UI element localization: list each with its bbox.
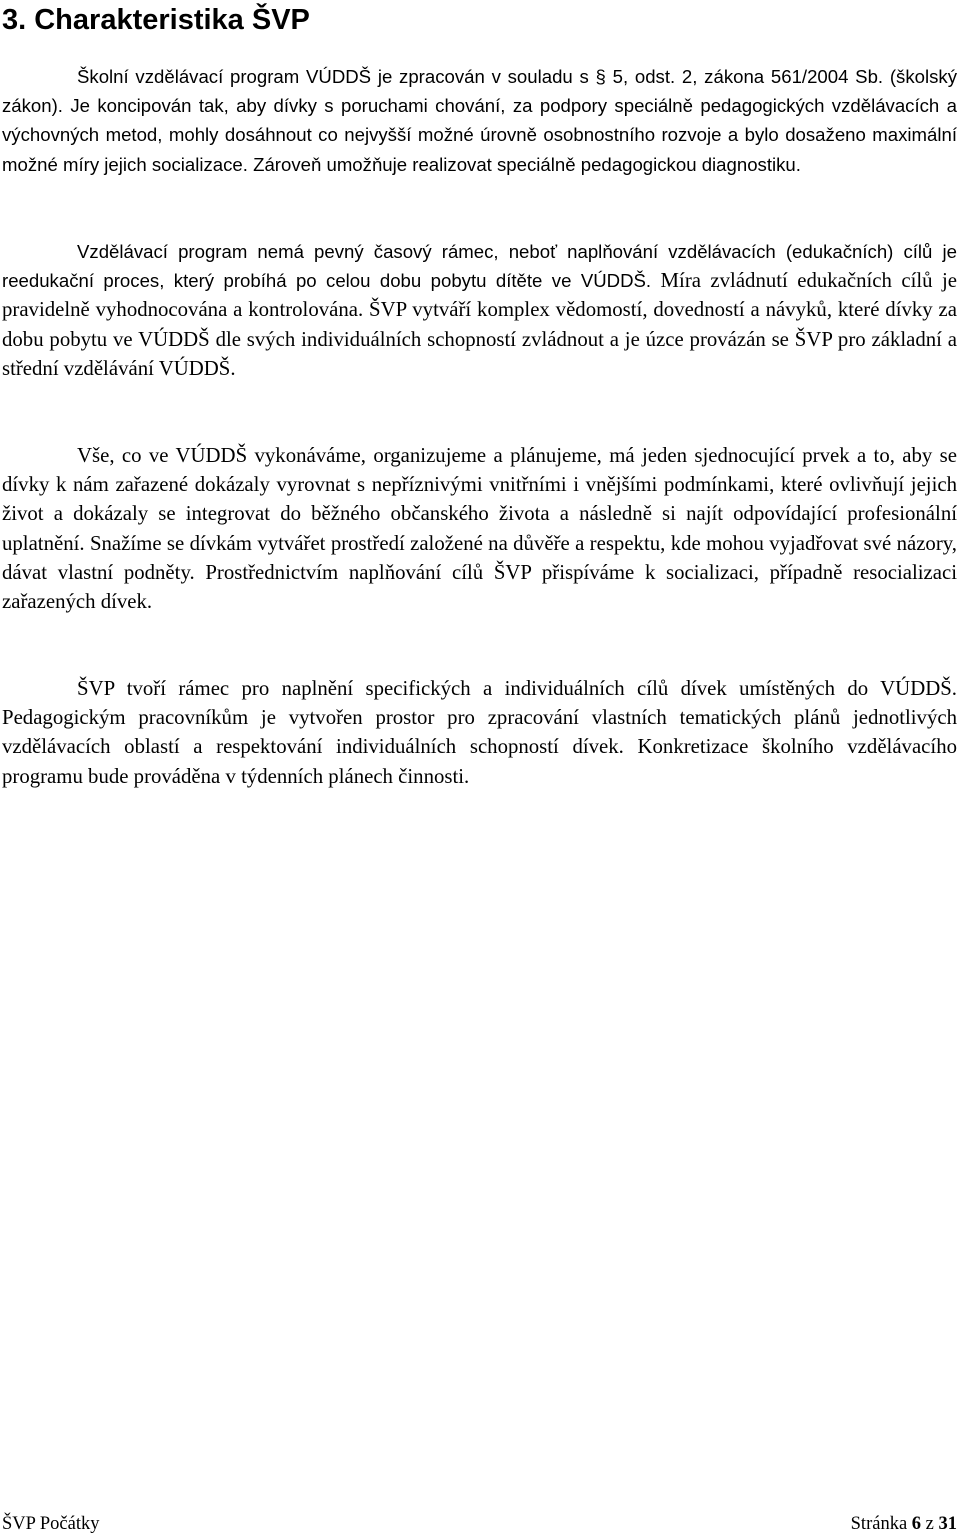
paragraph-4: ŠVP tvoří rámec pro naplnění specifických a individuálních cílů dívek umístěných do VÚDDŠ. Pedagogickým pracovníkům je vytvořen prostor pro zpracování vlastních tematických plánů jednotlivých vzdělávacích oblastí a respektování individuálních schopností dívek. Konkretizace školního vzdělávacího programu bude prováděna v týdenních plánech činnosti.	[2, 677, 957, 788]
footer-document-name: ŠVP Počátky	[2, 1514, 100, 1534]
footer-page-total: 31	[938, 1514, 957, 1534]
page-footer	[2, 1511, 957, 1537]
paragraph-3: Vše, co ve VÚDDŠ vykonáváme, organizujeme a plánujeme, má jeden sjednocující prvek a to, aby se dívky k nám zařazené dokázaly vyrovnat s nepříznivými vnitřními i vnějšími podmínkami, které ovlivňují jejich život a dokázaly se integrovat do běžného občanského života a následně si najít odpovídající profesionální uplatnění. Snažíme se dívkám vytvářet prostředí založené na důvěře a respektu, kde mohou vyjadřovat své názory, dávat vlastní podněty. Prostřednictvím naplňování cílů ŠVP přispíváme k socializaci, případně resocializaci zařazených dívek.	[2, 444, 957, 614]
section-heading: 3. Charakteristika ŠVP	[2, 4, 310, 36]
footer-page-number	[851, 1511, 957, 1537]
paragraph-2-text-b: Míra zvládnutí edukačních cílů je pravidelně vyhodnocována a kontrolována. ŠVP vytváří komplex vědomostí, dovedností a návyků, které dívky za dobu pobytu ve VÚDDŠ dle svých individuálních schopností zvládnout a je úzce provázán se ŠVP pro základní a střední vzdělávání VÚDDŠ.	[2, 269, 957, 380]
footer-page-current: 6	[911, 1514, 922, 1534]
paragraph-2	[2, 237, 957, 383]
paragraph-1-text-b: Zároveň umožňuje realizovat speciálně pedagogickou diagnostiku.	[247, 153, 801, 175]
footer-page-of: z	[925, 1514, 934, 1534]
paragraph-1	[2, 62, 957, 179]
paragraph-2-text-a: Vzdělávací program nemá pevný časový rámec, neboť naplňování vzdělávacích (edukačních) cílů je reedukační proces, který probíhá po celou dobu pobytu dítěte ve VÚDDŠ.	[2, 241, 957, 292]
footer-page-label: Stránka	[850, 1514, 908, 1534]
paragraph-1-text-a: Školní vzdělávací program VÚDDŠ je zpracován v souladu s § 5, odst. 2, zákona 561/2004 Sb. (školský zákon). Je koncipován tak, aby dívky s poruchami chování, za podpory speciálně pedagogických vzdělávacích a výchovných metod, mohly dosáhnout co nejvyšší možné úrovně osobnostního rozvoje a bylo dosaženo maximální možné míry jejich socializace.	[2, 66, 957, 175]
